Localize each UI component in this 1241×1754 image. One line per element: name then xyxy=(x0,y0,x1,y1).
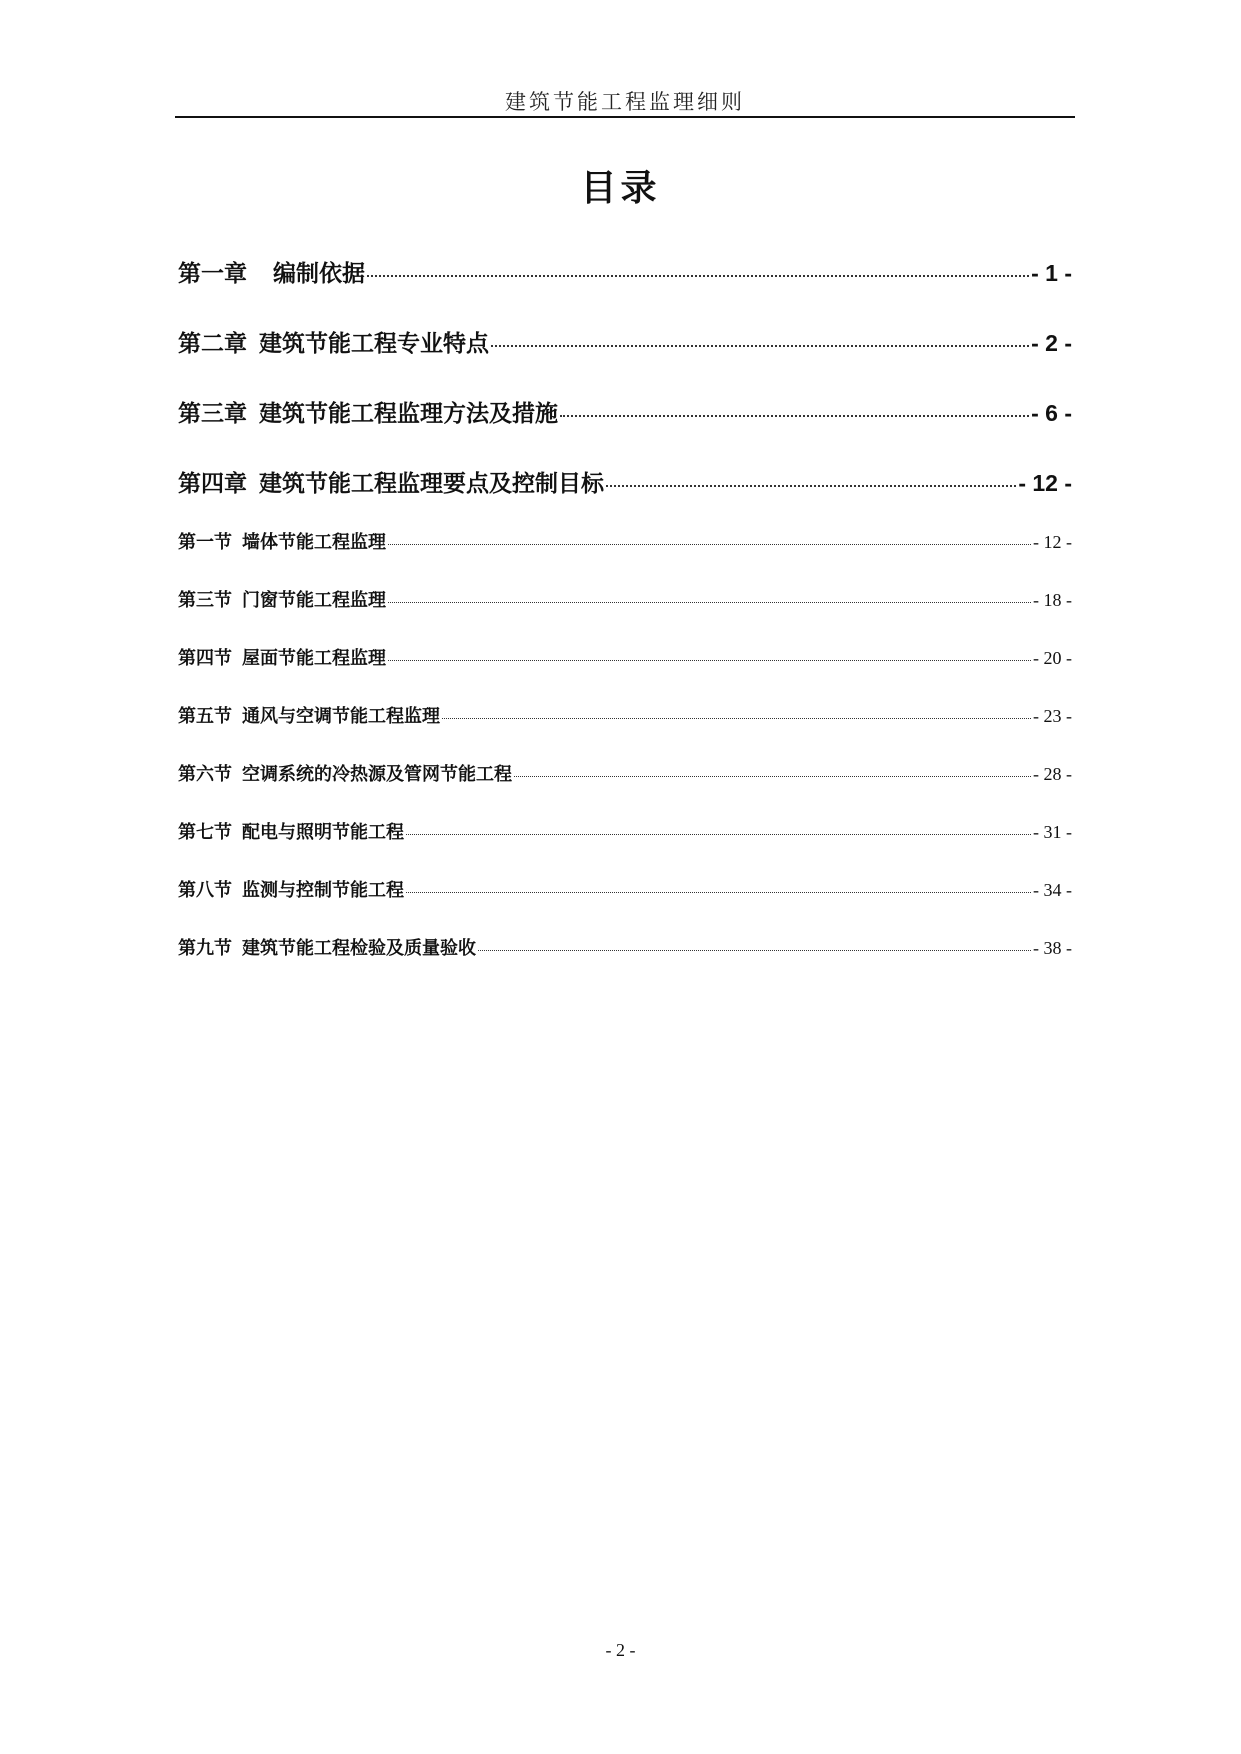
toc-section-number: 第七节 xyxy=(178,822,232,843)
toc-section-page: - 28 - xyxy=(1033,764,1072,784)
dot-leader xyxy=(514,776,1031,777)
toc-section-title: 建筑节能工程检验及质量验收 xyxy=(242,938,476,959)
dot-leader xyxy=(406,892,1031,893)
toc-section-number: 第三节 xyxy=(178,590,232,611)
toc-section-title: 监测与控制节能工程 xyxy=(242,880,404,901)
toc-chapter-title: 编制依据 xyxy=(273,261,365,287)
toc-section-5[interactable] xyxy=(178,760,1072,786)
dot-leader xyxy=(388,544,1031,545)
toc-section-page: - 38 - xyxy=(1033,938,1072,958)
dot-leader xyxy=(478,950,1031,951)
toc-section-1[interactable] xyxy=(178,528,1072,554)
toc-title: 目录 xyxy=(580,168,661,209)
running-header: 建筑节能工程监理细则 xyxy=(505,90,745,114)
dot-leader xyxy=(491,345,1029,347)
toc-section-title: 墙体节能工程监理 xyxy=(242,532,386,553)
toc-section-title: 通风与空调节能工程监理 xyxy=(242,706,440,727)
toc-chapter-number: 第四章 xyxy=(178,471,247,497)
toc-chapter-number: 第二章 xyxy=(178,331,247,357)
toc-section-title: 门窗节能工程监理 xyxy=(242,590,386,611)
toc-chapter-number: 第一章 xyxy=(178,261,247,287)
toc-chapter-page: - 2 - xyxy=(1031,330,1072,356)
toc-section-number: 第四节 xyxy=(178,648,232,669)
toc-section-page: - 31 - xyxy=(1033,822,1072,842)
toc-section-3[interactable] xyxy=(178,644,1072,670)
dot-leader xyxy=(442,718,1031,719)
toc-chapter-2[interactable] xyxy=(178,325,1072,358)
toc-chapter-3[interactable] xyxy=(178,395,1072,428)
toc-section-title: 屋面节能工程监理 xyxy=(242,648,386,669)
toc-section-number: 第六节 xyxy=(178,764,232,785)
toc-section-page: - 20 - xyxy=(1033,648,1072,668)
dot-leader xyxy=(406,834,1031,835)
toc-section-title: 空调系统的冷热源及管网节能工程 xyxy=(242,764,512,785)
toc-section-page: - 12 - xyxy=(1033,532,1072,552)
toc-section-page: - 34 - xyxy=(1033,880,1072,900)
page-number: - 2 - xyxy=(605,1640,636,1660)
toc-section-number: 第一节 xyxy=(178,532,232,553)
toc-section-number: 第八节 xyxy=(178,880,232,901)
dot-leader xyxy=(606,485,1016,487)
toc-chapter-page: - 12 - xyxy=(1018,470,1072,496)
dot-leader xyxy=(560,415,1029,417)
toc-chapter-number: 第三章 xyxy=(178,401,247,427)
toc-section-number: 第九节 xyxy=(178,938,232,959)
toc-section-7[interactable] xyxy=(178,876,1072,902)
toc-chapter-1[interactable] xyxy=(178,255,1072,288)
toc-section-2[interactable] xyxy=(178,586,1072,612)
toc-section-4[interactable] xyxy=(178,702,1072,728)
toc-section-page: - 23 - xyxy=(1033,706,1072,726)
toc-section-8[interactable] xyxy=(178,934,1072,960)
dot-leader xyxy=(388,660,1031,661)
toc-section-number: 第五节 xyxy=(178,706,232,727)
toc-chapter-page: - 6 - xyxy=(1031,400,1072,426)
toc-chapter-page: - 1 - xyxy=(1031,260,1072,286)
toc-chapter-4[interactable] xyxy=(178,465,1072,498)
toc-section-page: - 18 - xyxy=(1033,590,1072,610)
toc-section-title: 配电与照明节能工程 xyxy=(242,822,404,843)
toc-chapter-title: 建筑节能工程专业特点 xyxy=(259,331,489,357)
dot-leader xyxy=(388,602,1031,603)
toc-chapter-title: 建筑节能工程监理要点及控制目标 xyxy=(259,471,604,497)
toc-chapter-title: 建筑节能工程监理方法及措施 xyxy=(259,401,558,427)
header-rule xyxy=(175,116,1075,118)
toc-section-6[interactable] xyxy=(178,818,1072,844)
dot-leader xyxy=(367,275,1029,277)
